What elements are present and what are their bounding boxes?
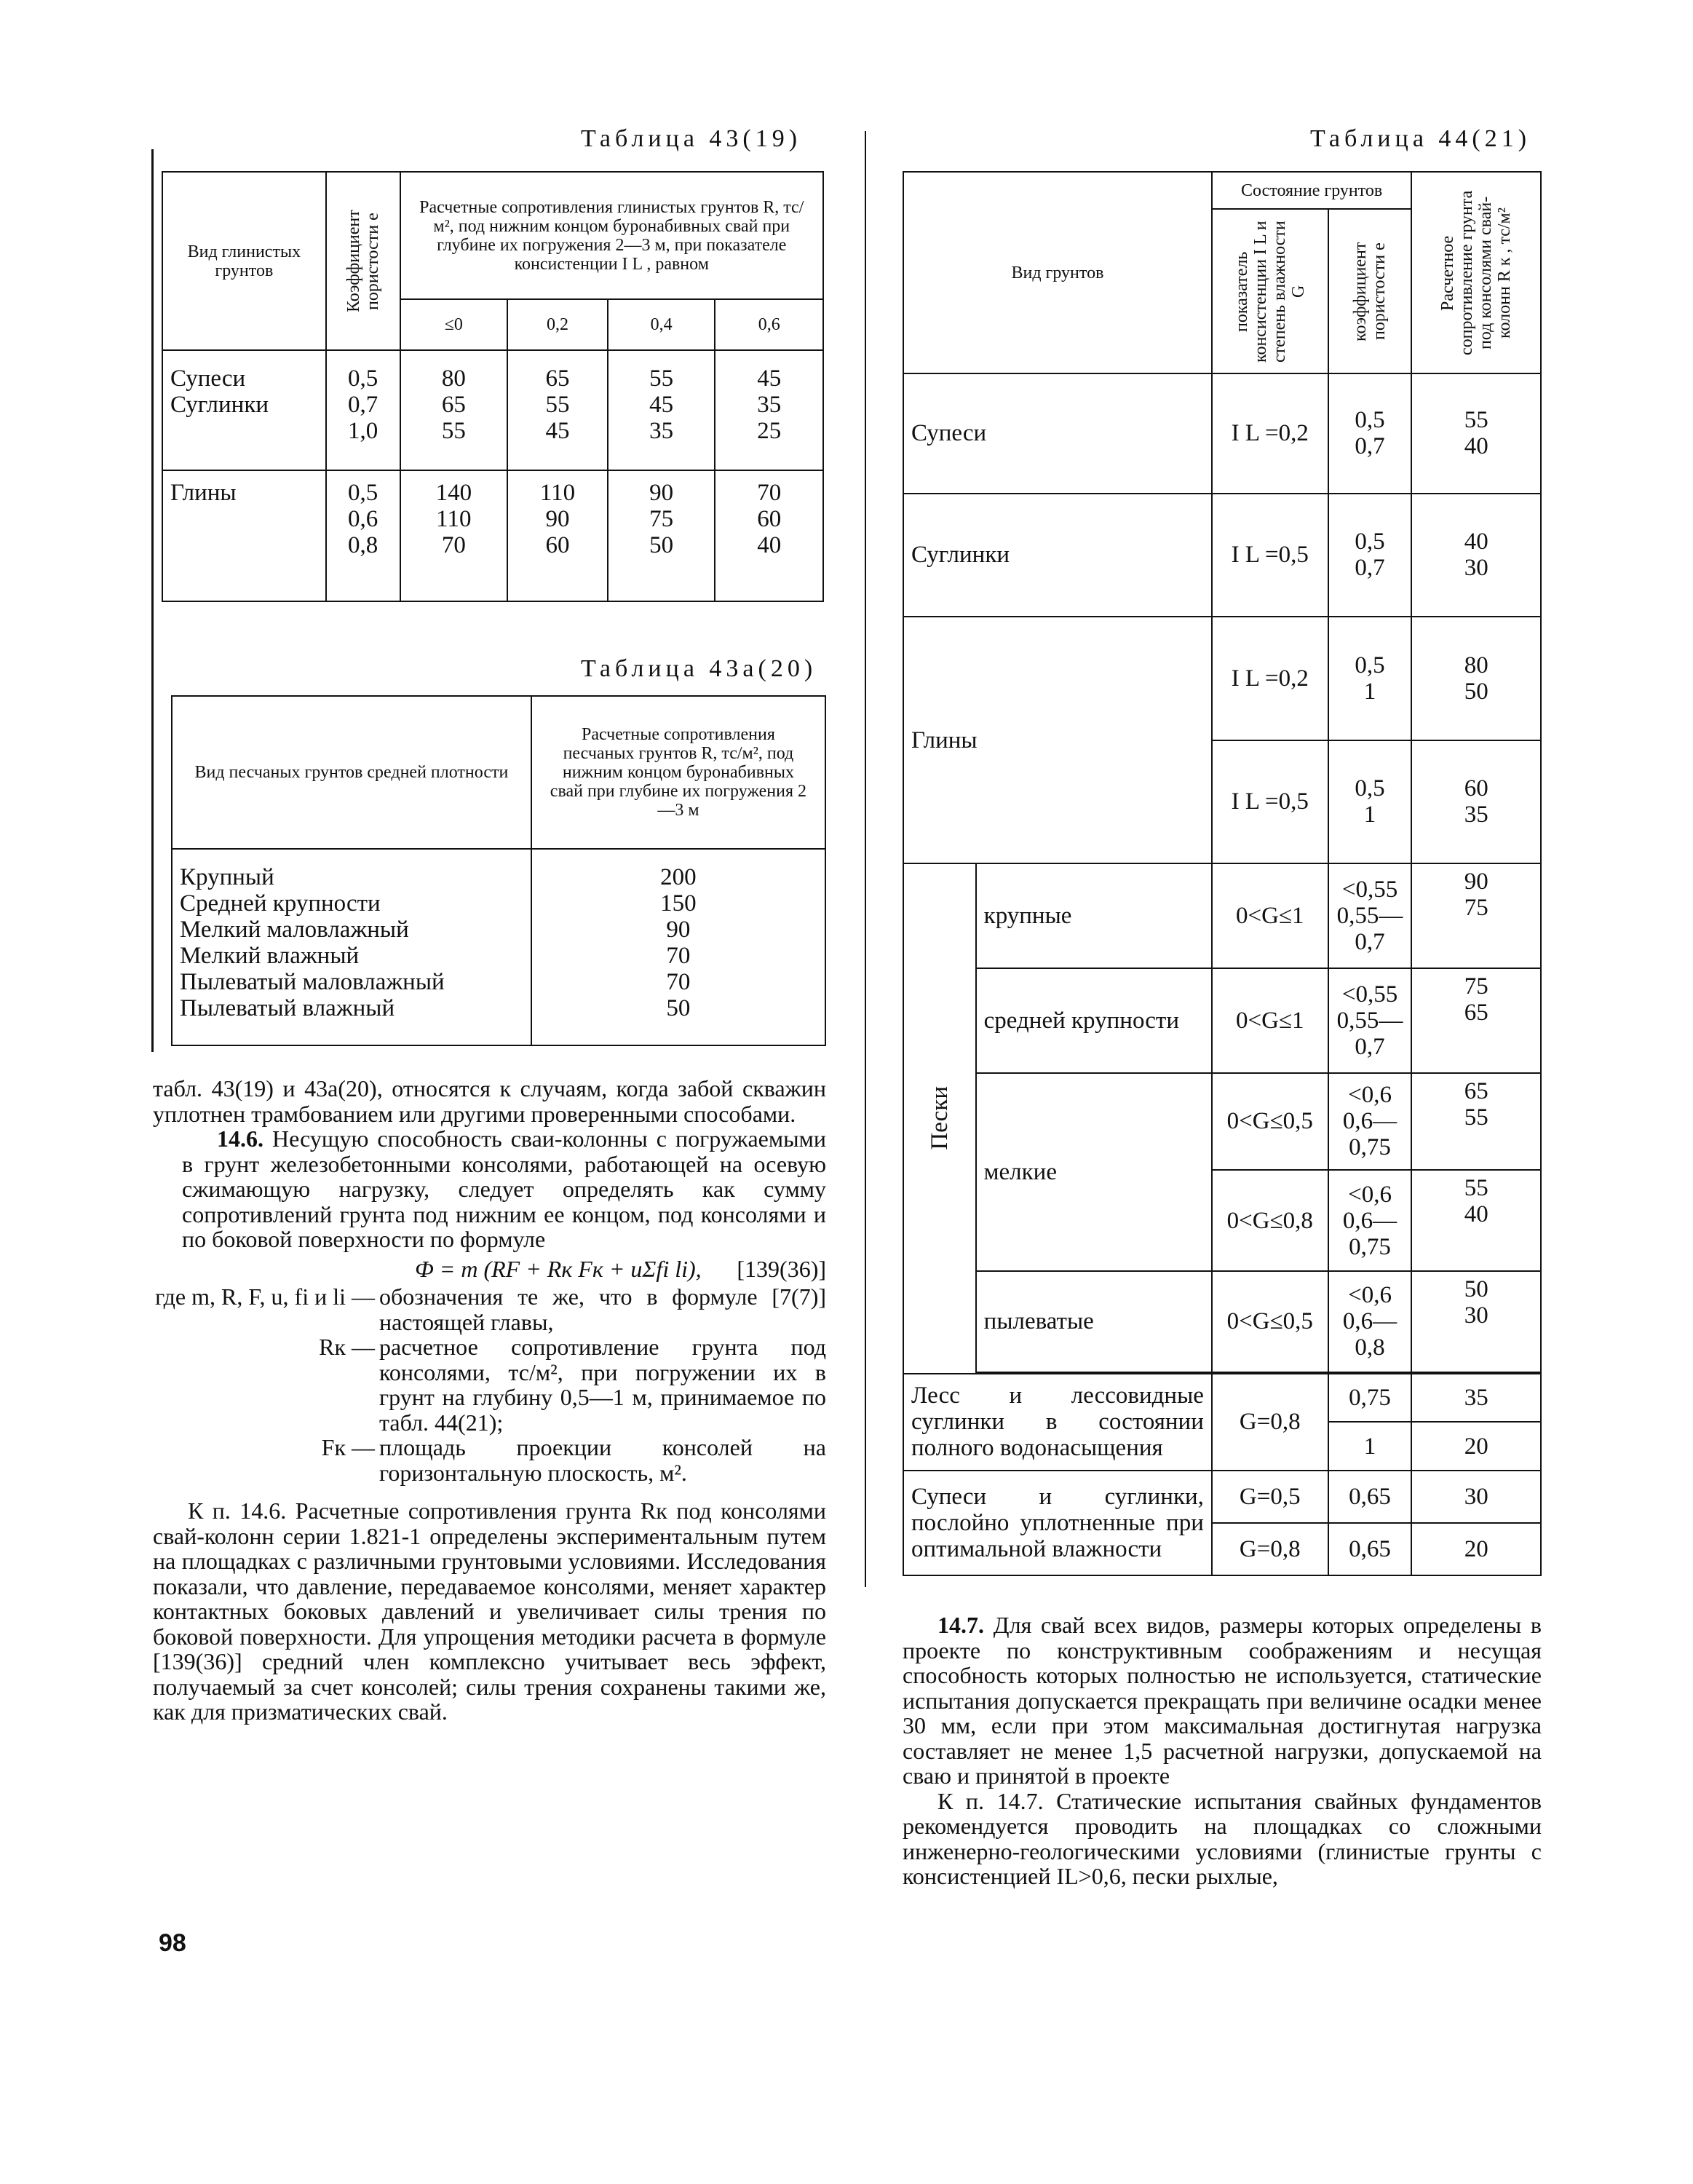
t44-uplot-e1: 0,65 (1328, 1471, 1412, 1523)
right-p1-num: 14.7. (937, 1612, 984, 1638)
t44-pylevatye-e: <0,6 0,6— 0,8 (1328, 1271, 1412, 1372)
left-p3: К п. 14.6. Расчетные сопротивления грунта Rк под консолями свай-колонн серии 1.821-1 определены экспериментальным путем на площадках с различными грунтовыми условиями. Исследования показали, что давление, передаваемое консолями, меняет характер контактных боковых давлений и увеличивает силы трения по боковой поверхности. Для упрощения методики расчета в формуле [139(36)] средний член комплексно учитывает весь эффект, получаемый за счет консолей; силы трения сохранены такими же, как для призматических свай. (153, 1497, 826, 1725)
t43-head-resist: Расчетные сопротивления глинистых грунтов R, тс/м², под нижним концом буронабивных свай при глубине их погружения 2—3 м, при показателе консистенции I L , равном (400, 172, 824, 299)
def3-val: площадь проекции консолей на горизонтальную плоскость, м². (379, 1434, 826, 1486)
table44-title: Таблица 44(21) (1310, 125, 1531, 152)
def3 (153, 1435, 826, 1485)
t44-suglinki-r: 40 30 (1411, 494, 1541, 617)
t43-row1-v1: 80 65 55 (400, 350, 508, 470)
t44-krupnye-r: 90 75 (1411, 863, 1541, 968)
t43a-head-type: Вид песчаных грунтов средней плотности (172, 696, 531, 849)
def2-val: расчетное сопротивление грунта под консолями, тс/м², при погружении их в грунт на глубину 0,5—1 м, принимаемое по табл. 44(21); (379, 1334, 826, 1436)
table43a-title: Таблица 43а(20) (581, 655, 817, 682)
left-text (153, 1076, 826, 1725)
t43-row1-v2: 65 55 45 (507, 350, 608, 470)
t43-row2-v1: 140 110 70 (400, 470, 508, 601)
t44-melkie-r1: 65 55 (1411, 1073, 1541, 1171)
t44-pylevatye: пылеватые (976, 1271, 1212, 1372)
t43-row1-type: Супеси Суглинки (162, 350, 326, 470)
t44-pylevatye-r: 50 30 (1411, 1271, 1541, 1372)
def3-key: Fк — (321, 1434, 375, 1460)
t44-less-r2: 20 (1411, 1422, 1541, 1471)
right-p2: К п. 14.7. Статические испытания свайных фундаментов рекомендуется проводить на площадках со сложными инженерно-геологическими условиями (глинистые грунты с консистенцией IL>0,6, пески рыхлые, (903, 1787, 1542, 1889)
t44-less-e1: 0,75 (1328, 1374, 1412, 1423)
t44-suglinki-e: 0,5 0,7 (1328, 494, 1412, 617)
t44-srednie-g: 0<G≤1 (1212, 968, 1328, 1073)
t44-gliny-il1: I L =0,2 (1212, 617, 1328, 740)
t43-row2-type: Глины (162, 470, 326, 601)
t44-krupnye: крупные (976, 863, 1212, 968)
t44-uplot-r2: 20 (1411, 1523, 1541, 1575)
table44 (903, 171, 1542, 1576)
t43-il-3: 0,4 (608, 299, 715, 350)
t44-less-g: G=0,8 (1212, 1374, 1328, 1471)
def1 (153, 1284, 826, 1334)
t44-melkie-g2: 0<G≤0,8 (1212, 1170, 1328, 1271)
t44-uplot: Супеси и суглинки, послойно уплотненные при оптимальной влажности (903, 1471, 1212, 1575)
t44-melkie-g1: 0<G≤0,5 (1212, 1073, 1328, 1171)
t43-il-1: ≤0 (400, 299, 508, 350)
t44-krupnye-g: 0<G≤1 (1212, 863, 1328, 968)
t44-supesi-e: 0,5 0,7 (1328, 373, 1412, 493)
table43a (171, 695, 826, 1046)
t43-head-type: Вид глинистых грунтов (162, 172, 326, 350)
t44-less: Лесс и лессовидные суглинки в состоянии полного водонасыщения (903, 1374, 1212, 1471)
t44-gliny: Глины (903, 617, 1212, 863)
right-p1 (903, 1613, 1542, 1789)
t44-srednie-r: 75 65 (1411, 968, 1541, 1073)
t44-uplot-e2: 0,65 (1328, 1523, 1412, 1575)
t44-melkie: мелкие (976, 1073, 1212, 1271)
t43-head-coef: Коэффициент пористости e (326, 172, 400, 350)
t44-gliny-e2: 0,5 1 (1328, 740, 1412, 863)
t44-less-e2: 1 (1328, 1422, 1412, 1471)
t43-row2-v4: 70 60 40 (715, 470, 823, 601)
right-text (903, 1613, 1542, 1889)
t44-less-r1: 35 (1411, 1374, 1541, 1423)
def2-key: Rк — (319, 1334, 375, 1360)
t44-suglinki-il: I L =0,5 (1212, 494, 1328, 617)
page-number: 98 (159, 1929, 186, 1957)
t44-melkie-e1: <0,6 0,6— 0,75 (1328, 1073, 1412, 1171)
t44-supesi-il: I L =0,2 (1212, 373, 1328, 493)
t44-melkie-r2: 55 40 (1411, 1170, 1541, 1271)
left-p2-num: 14.6. (217, 1125, 263, 1152)
table43-title: Таблица 43(19) (581, 125, 802, 152)
t44-uplot-g2: G=0,8 (1212, 1523, 1328, 1575)
t44-uplot-g1: G=0,5 (1212, 1471, 1328, 1523)
left-p1: табл. 43(19) и 43а(20), относятся к случаям, когда забой скважин уплотнен трамбованием или другими проверенными способами. (153, 1075, 826, 1127)
t44-srednie-e: <0,55 0,55— 0,7 (1328, 968, 1412, 1073)
t44-krupnye-e: <0,55 0,55— 0,7 (1328, 863, 1412, 968)
t43-row2-v2: 110 90 60 (507, 470, 608, 601)
center-column-rule (865, 131, 866, 1587)
left-p2 (182, 1126, 826, 1252)
t43-il-4: 0,6 (715, 299, 823, 350)
table43 (162, 171, 824, 602)
t44-peski: Пески (903, 863, 976, 1373)
left-margin-rule (151, 149, 154, 1052)
left-p2-body: Несущую способность сваи-колонны с погружаемыми в грунт железобетонными консолями, работающей на осевую сжимающую нагрузку, следует определять как сумму сопротивлений грунта под нижним ее концом, под консолями и по боковой поверхности по формуле (182, 1125, 826, 1252)
t44-melkie-e2: <0,6 0,6— 0,75 (1328, 1170, 1412, 1271)
formula-number: [139(36)] (737, 1255, 826, 1282)
t43a-values: 200 150 90 70 70 50 (531, 849, 825, 1045)
t44-head-type: Вид грунтов (903, 172, 1212, 373)
t44-gliny-r2: 60 35 (1411, 740, 1541, 863)
t44-supesi: Супеси (903, 373, 1212, 493)
t44-uplot-r1: 30 (1411, 1471, 1541, 1523)
t43-row1-e: 0,5 0,7 1,0 (326, 350, 400, 470)
t44-pylevatye-g: 0<G≤0,5 (1212, 1271, 1328, 1372)
right-p1-body: Для свай всех видов, размеры которых определены в проекте по конструктивным соображениям и несущая способность которых полностью не используется, статические испытания допускается прекращать при величине осадки менее 30 мм, если при этом максимальная достигнутая нагрузка составляет не менее 1,5 расчетной нагрузки, допускаемой на сваю и принятой в проекте (903, 1612, 1542, 1789)
t44-head-il: показатель консистенции I L и степень влажности G (1212, 209, 1328, 373)
t43a-head-resist: Расчетные сопротивления песчаных грунтов R, тс/м², под нижним концом буронабивных свай при глубине их погружения 2—3 м (531, 696, 825, 849)
t43-row1-v3: 55 45 35 (608, 350, 715, 470)
t44-suglinki: Суглинки (903, 494, 1212, 617)
t43a-types: Крупный Средней крупности Мелкий маловлажный Мелкий влажный Пылеватый маловлажный Пылеватый влажный (172, 849, 531, 1045)
t44-supesi-r: 55 40 (1411, 373, 1541, 493)
t43-il-2: 0,2 (507, 299, 608, 350)
t44-head-e: коэффициент пористости e (1328, 209, 1412, 373)
t44-gliny-e1: 0,5 1 (1328, 617, 1412, 740)
formula: Ф = m (RF + Rк Fк + uΣfi li), (415, 1255, 702, 1282)
t43-row1-v4: 45 35 25 (715, 350, 823, 470)
t44-gliny-il2: I L =0,5 (1212, 740, 1328, 863)
formula-row (153, 1257, 826, 1282)
def1-key: где m, R, F, u, fi и li — (155, 1283, 375, 1310)
def1-val: обозначения те же, что в формуле [7(7)] настоящей главы, (379, 1283, 826, 1335)
t43-row2-e: 0,5 0,6 0,8 (326, 470, 400, 601)
t44-head-state: Состояние грунтов (1212, 172, 1412, 209)
t43-row2-v3: 90 75 50 (608, 470, 715, 601)
t44-head-rk: Расчетное сопротивление грунта под консолями свай-колонн R к , тс/м² (1411, 172, 1541, 373)
t44-gliny-r1: 80 50 (1411, 617, 1541, 740)
t44-srednie: средней крупности (976, 968, 1212, 1073)
def2 (153, 1334, 826, 1435)
